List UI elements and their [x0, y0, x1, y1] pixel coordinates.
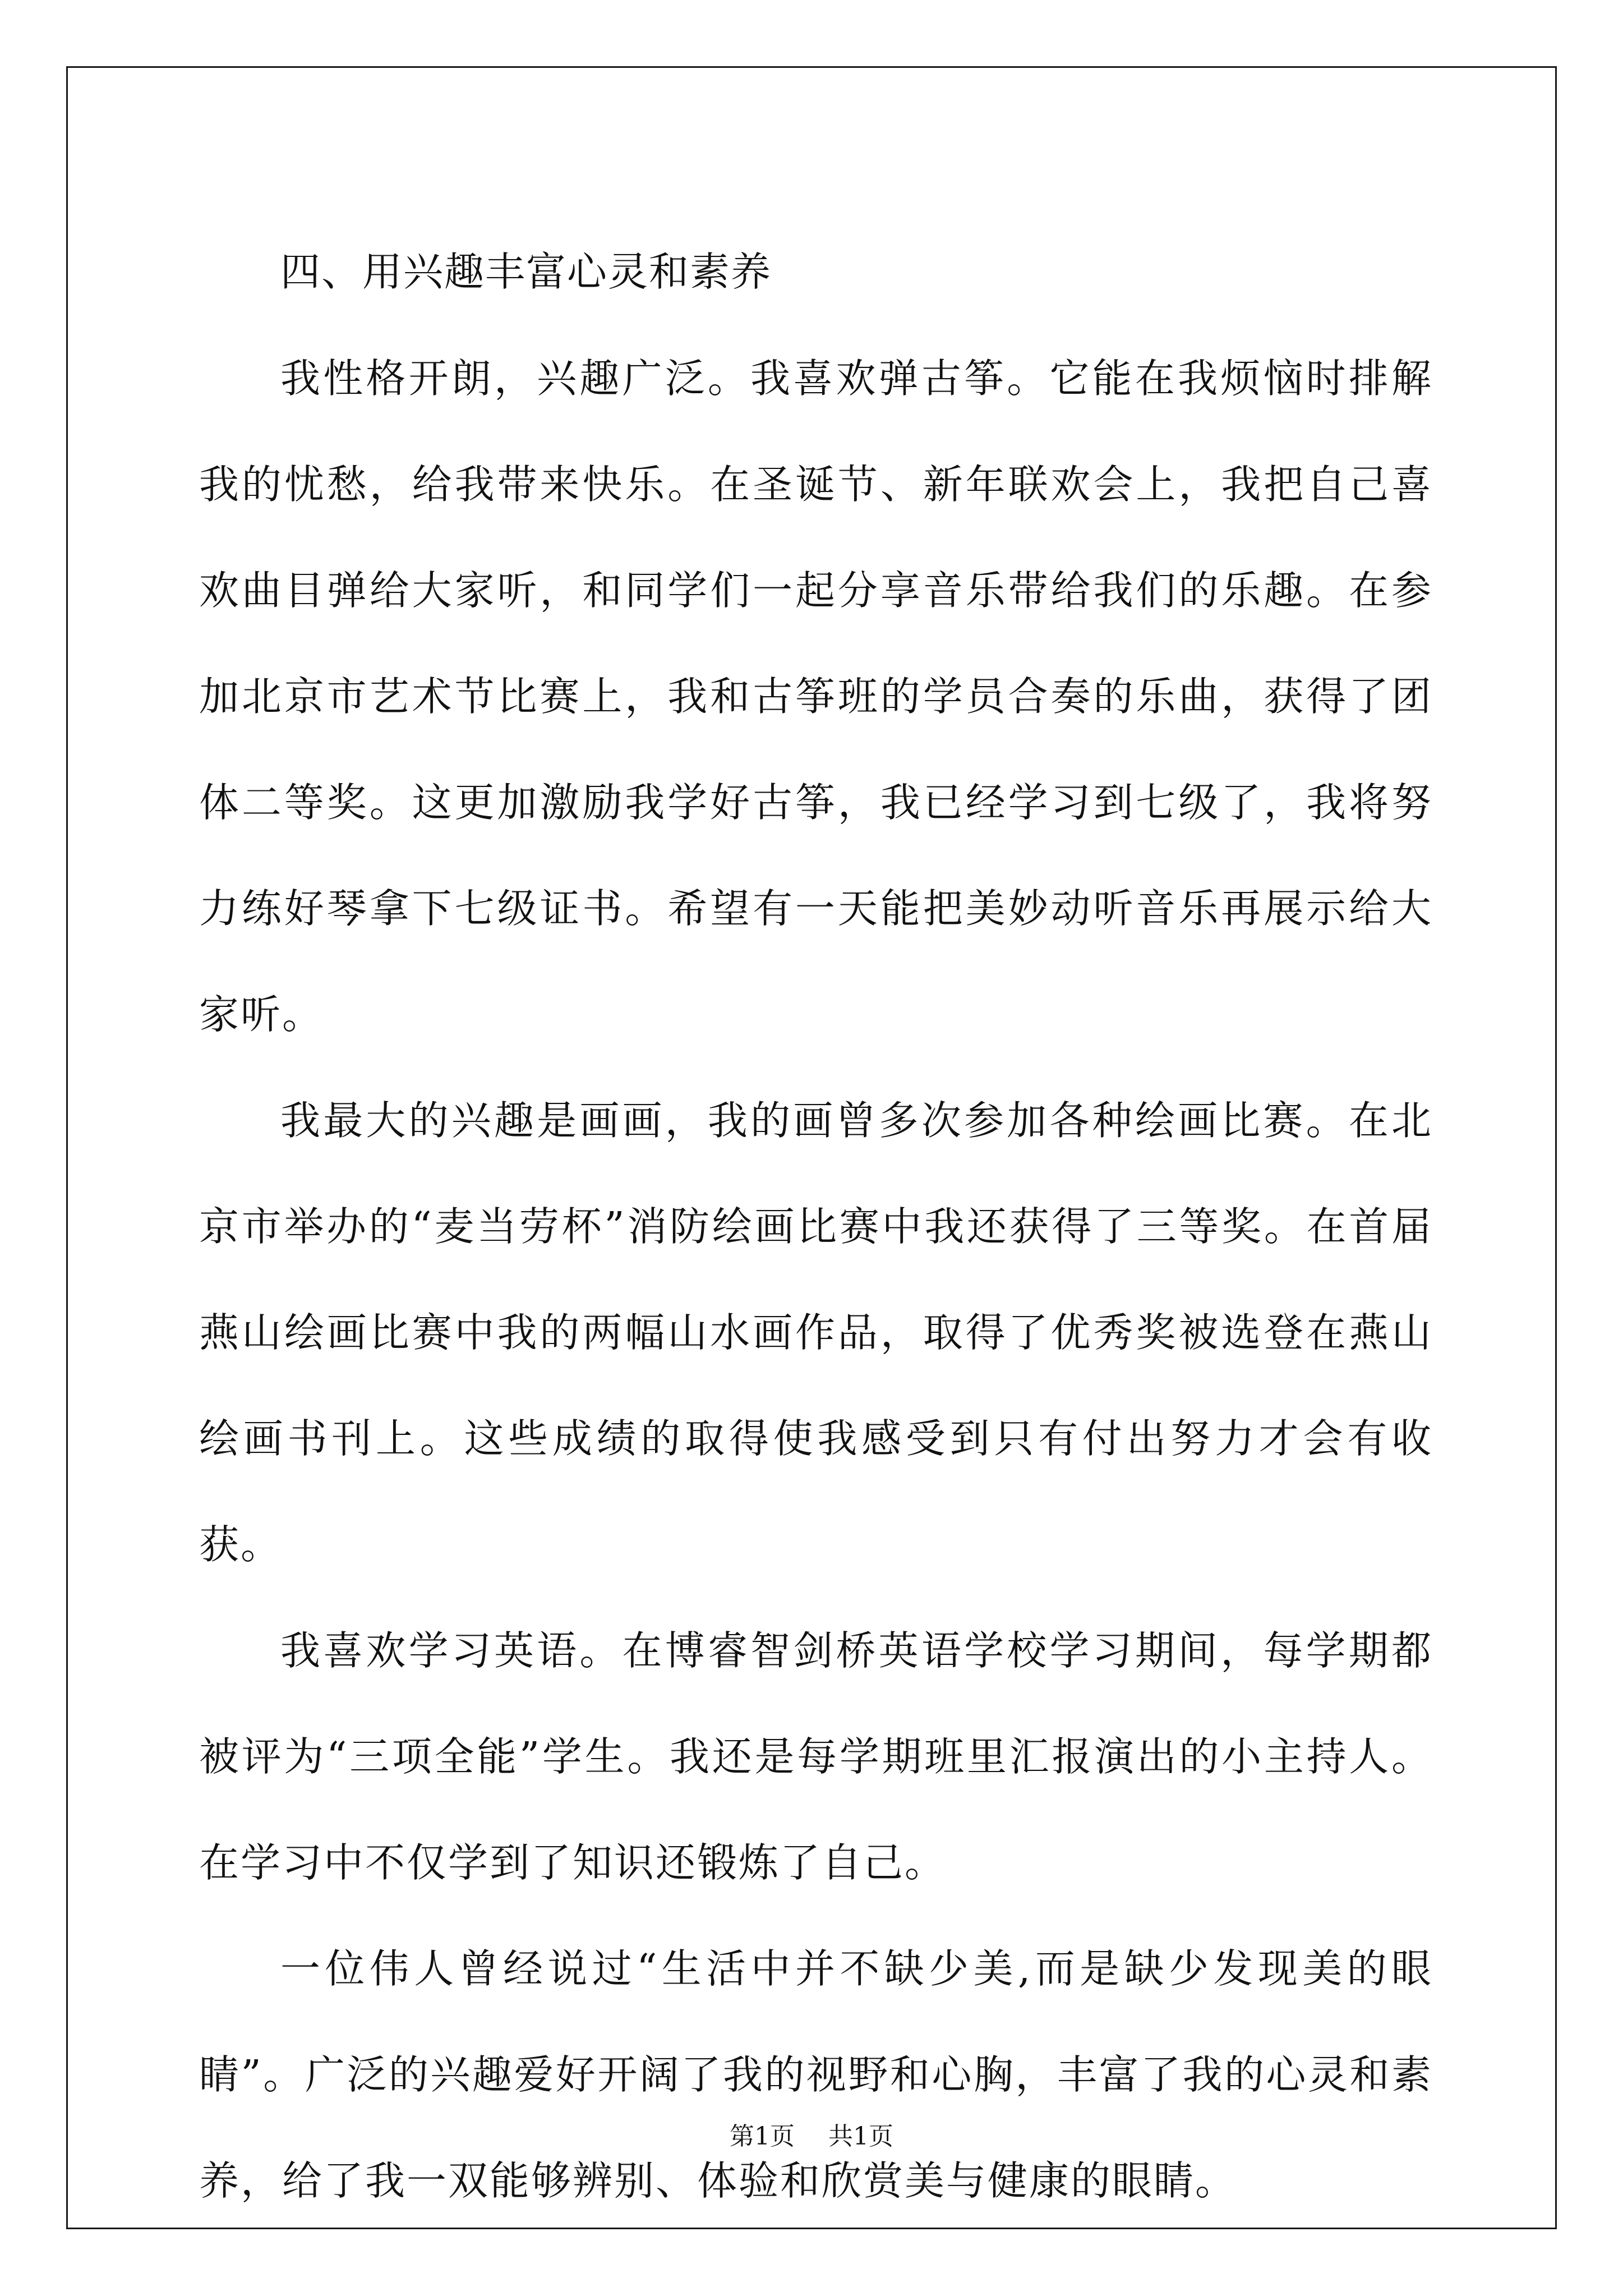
page-footer [0, 2116, 1623, 2152]
paragraph-guzheng: 我性格开朗，兴趣广泛。我喜欢弹古筝。它能在我烦恼时排解我的忧愁，给我带来快乐。在圣诞节、新年联欢会上，我把自己喜欢曲目弹给大家听，和同学们一起分享音乐带给我们的乐趣。在参加北京市艺术节比赛上，我和古筝班的学员合奏的乐曲，获得了团体二等奖。这更加激励我学好古筝，我已经学习到七级了，我将努力练好琴拿下七级证书。希望有一天能把美妙动听音乐再展示给大家听。 [199, 355, 1433, 1038]
document-body [199, 219, 1433, 2234]
page-number-current: 第1页 [730, 2122, 795, 2151]
paragraph-english: 我喜欢学习英语。在博睿智剑桥英语学校学习期间，每学期都被评为“三项全能”学生。我还是每学期班里汇报演出的小主持人。在学习中不仅学到了知识还锻炼了自己。 [199, 1627, 1433, 1886]
page-number-total: 共1页 [828, 2122, 893, 2151]
paragraph-conclusion: 一位伟人曾经说过“生活中并不缺少美,而是缺少发现美的眼睛”。广泛的兴趣爱好开阔了我的视野和心胸，丰富了我的心灵和素养，给了我一双能够辨别、体验和欣赏美与健康的眼睛。 [199, 1945, 1433, 2204]
paragraph-painting: 我最大的兴趣是画画，我的画曾多次参加各种绘画比赛。在北京市举办的“麦当劳杯”消防绘画比赛中我还获得了三等奖。在首届燕山绘画比赛中我的两幅山水画作品，取得了优秀奖被选登在燕山绘画书刊上。这些成绩的取得使我感受到只有付出努力才会有收获。 [199, 1097, 1433, 1568]
section-heading: 四、用兴趣丰富心灵和素养 [280, 249, 772, 295]
